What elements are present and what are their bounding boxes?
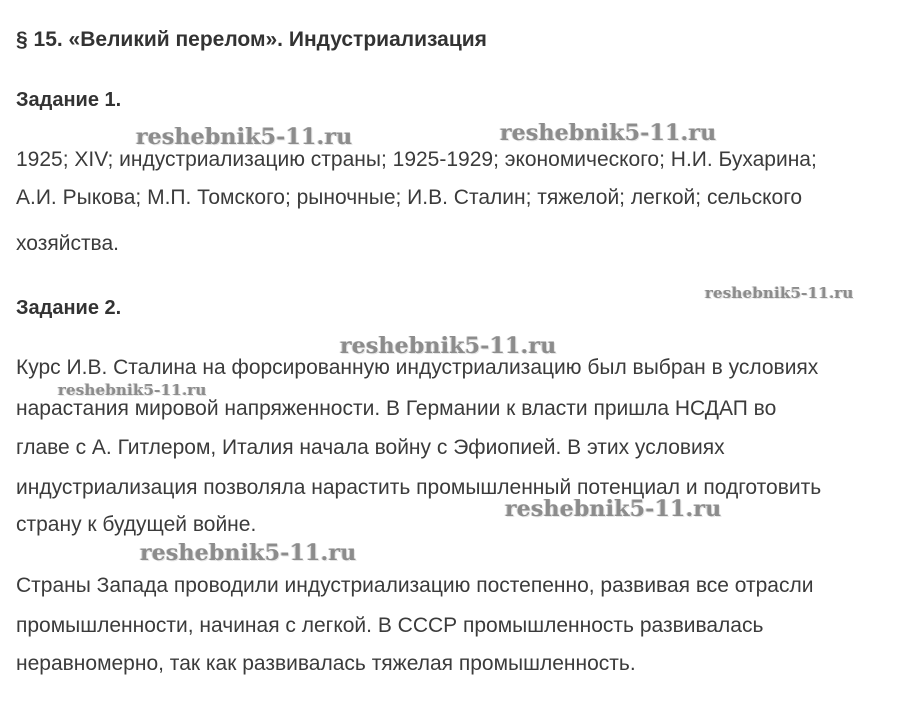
- watermark: reshebnik5-11.ru: [340, 333, 557, 359]
- task-2-line: индустриализация позволяла нарастить промышленный потенциал и подготовить: [16, 476, 822, 499]
- watermark: reshebnik5-11.ru: [500, 120, 717, 146]
- page-title: § 15. «Великий перелом». Индустриализация: [16, 28, 487, 51]
- watermark: reshebnik5-11.ru: [705, 284, 854, 302]
- watermark: reshebnik5-11.ru: [136, 124, 353, 150]
- task-1-line: 1925; XIV; индустриализацию страны; 1925-1929; экономического; Н.И. Бухарина;: [16, 148, 817, 171]
- watermark: reshebnik5-11.ru: [505, 496, 722, 522]
- task-2-line: Страны Запада проводили индустриализацию постепенно, развивая все отрасли: [16, 574, 814, 597]
- task-2-heading: Задание 2.: [16, 297, 122, 319]
- task-2-line: неравномерно, так как развивалась тяжелая промышленность.: [16, 652, 636, 675]
- task-2-line: Курс И.В. Сталина на форсированную индустриализацию был выбран в условиях: [16, 356, 819, 379]
- task-2-line: страну к будущей войне.: [16, 513, 257, 536]
- watermark: reshebnik5-11.ru: [58, 381, 207, 399]
- task-1-line: А.И. Рыкова; М.П. Томского; рыночные; И.В. Сталин; тяжелой; легкой; сельского: [16, 186, 803, 209]
- task-2-line: главе с А. Гитлером, Италия начала войну с Эфиопией. В этих условиях: [16, 436, 725, 459]
- task-1-line: хозяйства.: [16, 232, 119, 255]
- task-1-heading: Задание 1.: [16, 89, 122, 111]
- task-2-line: промышленности, начиная с легкой. В СССР промышленность развивалась: [16, 614, 764, 637]
- watermark: reshebnik5-11.ru: [140, 540, 357, 566]
- task-2-line: нарастания мировой напряженности. В Германии к власти пришла НСДАП во: [16, 397, 777, 420]
